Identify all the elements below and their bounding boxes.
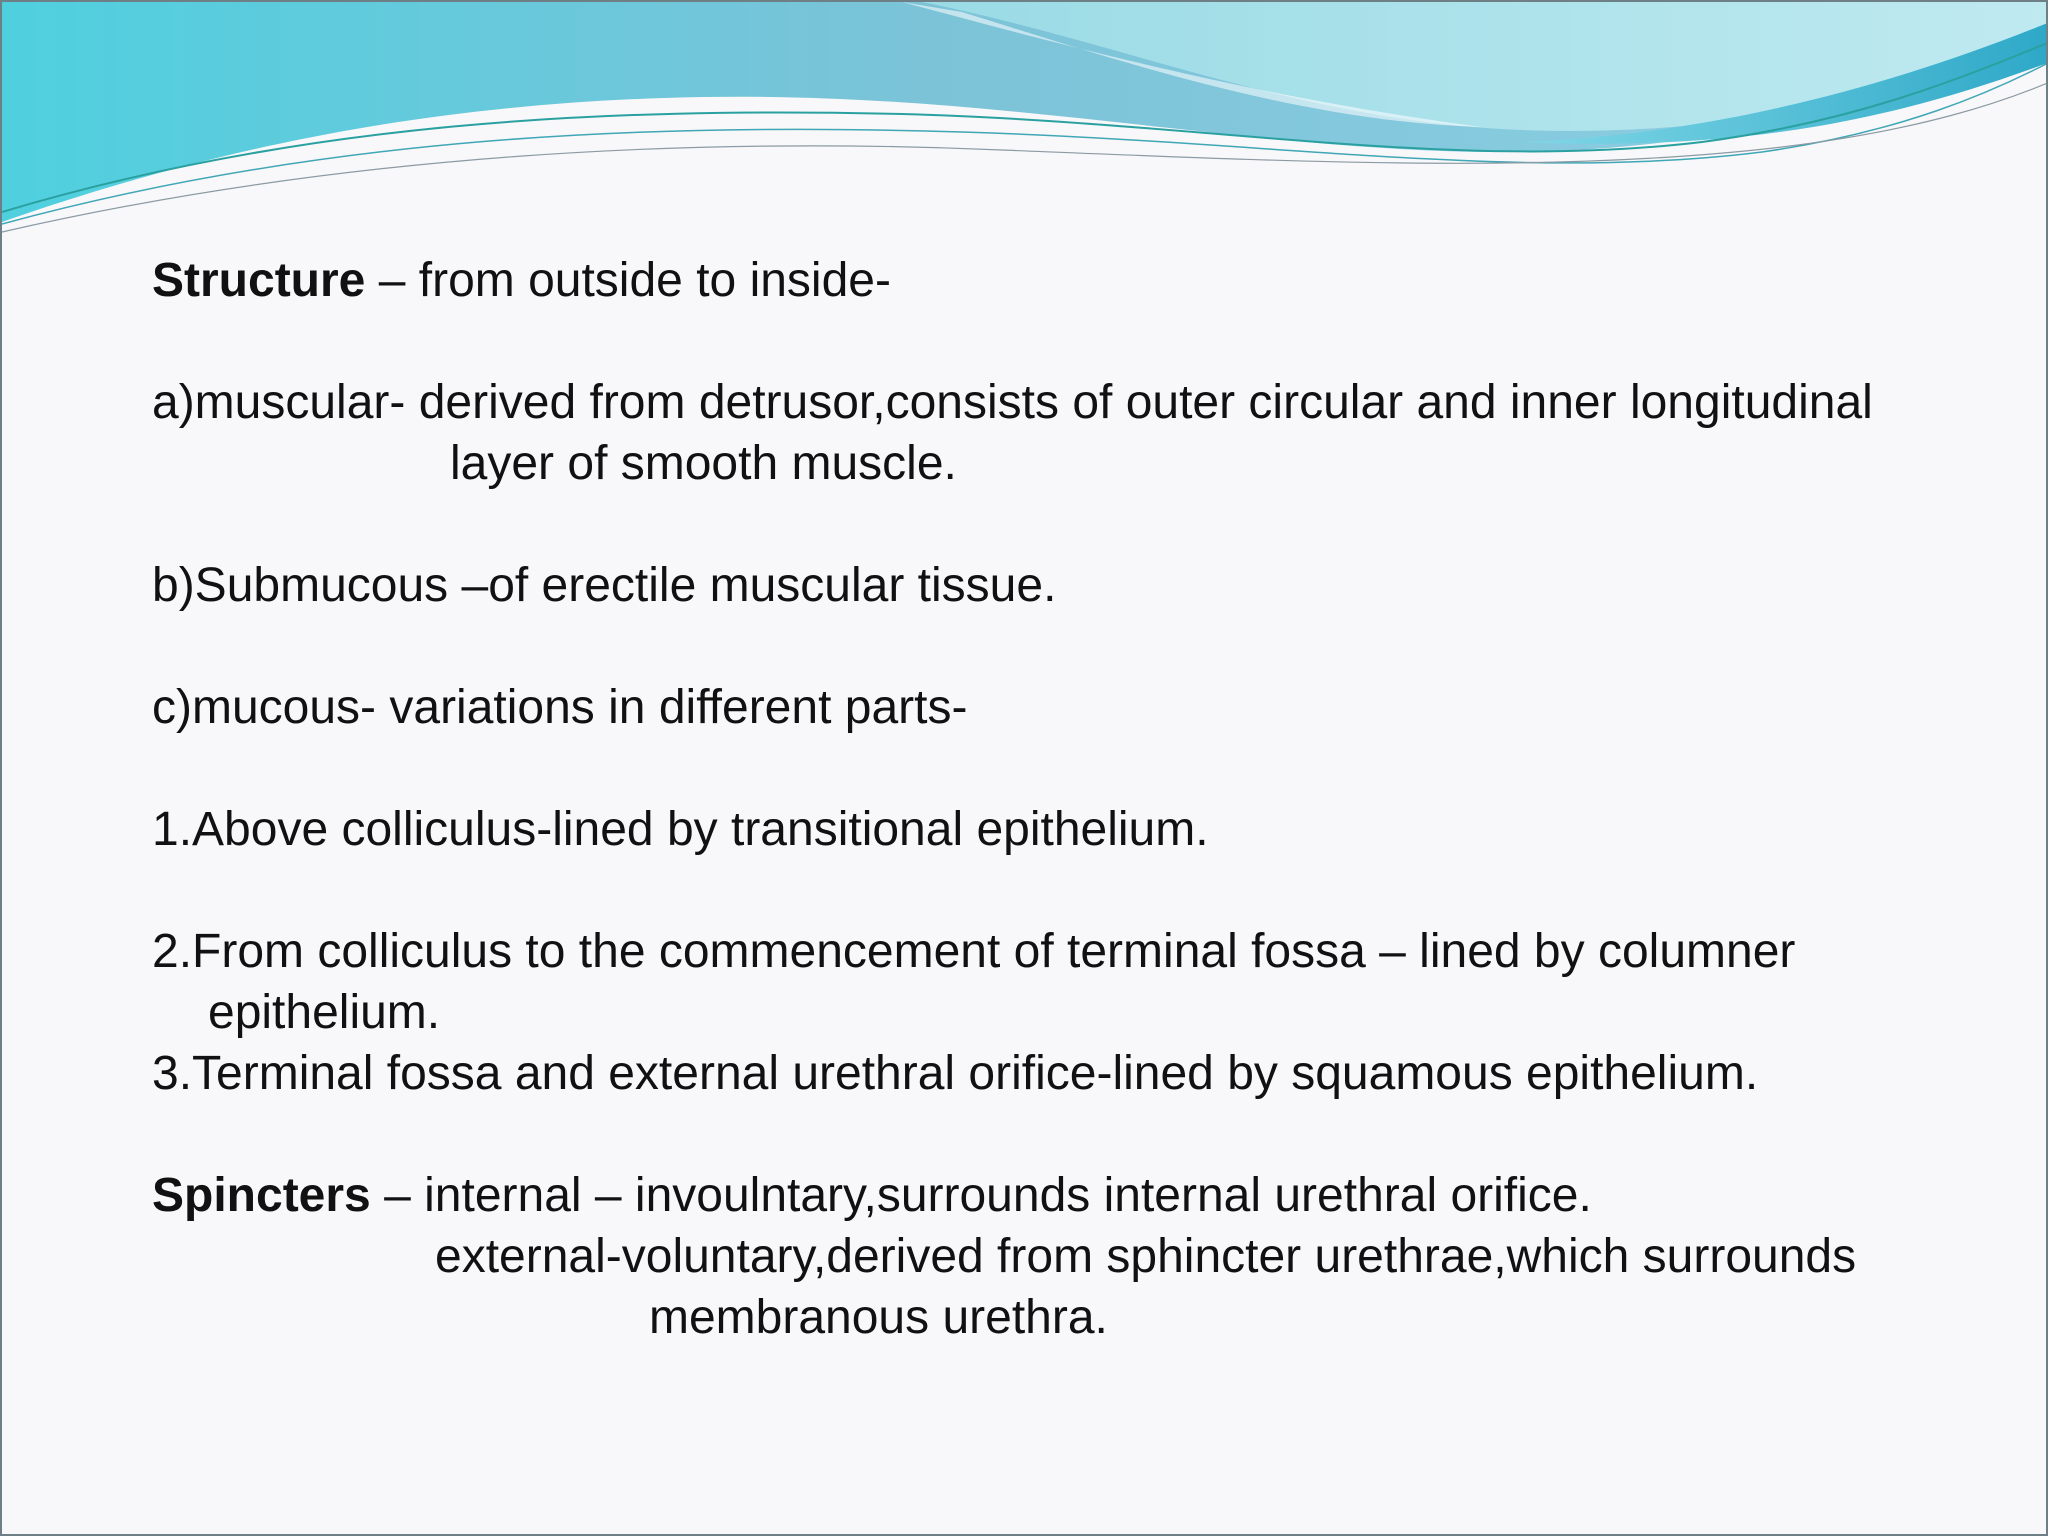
point-3: 3.Terminal fossa and external urethral orifice-lined by squamous epithelium.: [152, 1047, 1759, 1100]
spacer: [152, 738, 2012, 799]
structure-description: – from outside to inside-: [365, 254, 891, 307]
sphincters-line-1: [152, 1165, 2012, 1226]
item-b: b)Submucous –of erectile muscular tissue.: [152, 559, 1057, 612]
spacer: [152, 1104, 2012, 1165]
spacer: [152, 616, 2012, 677]
header-wave-decoration: [2, 2, 2048, 242]
item-a-line-2: layer of smooth muscle.: [450, 437, 957, 490]
structure-heading: Structure: [152, 254, 366, 307]
sphincters-heading: Spincters: [152, 1169, 371, 1222]
point-2-line-2: epithelium.: [208, 986, 441, 1039]
item-c: c)mucous- variations in different parts-: [152, 681, 968, 734]
item-a-line-1: a)muscular- derived from detrusor,consists of outer circular and inner longitudinal: [152, 376, 1873, 429]
slide-body: [152, 250, 2012, 1348]
point-1: 1.Above colliculus-lined by transitional epithelium.: [152, 803, 1209, 856]
spacer: [152, 860, 2012, 921]
spacer: [152, 311, 2012, 372]
spacer: [152, 494, 2012, 555]
structure-line: [152, 250, 2012, 311]
point-2-line-1: 2.From colliculus to the commencement of terminal fossa – lined by columner: [152, 925, 1796, 978]
sphincters-line-2: external-voluntary,derived from sphincter urethrae,which surrounds: [435, 1230, 1857, 1283]
sphincters-internal: – internal – invoulntary,surrounds internal urethral orifice.: [370, 1169, 1592, 1222]
sphincters-line-3: membranous urethra.: [649, 1291, 1108, 1344]
